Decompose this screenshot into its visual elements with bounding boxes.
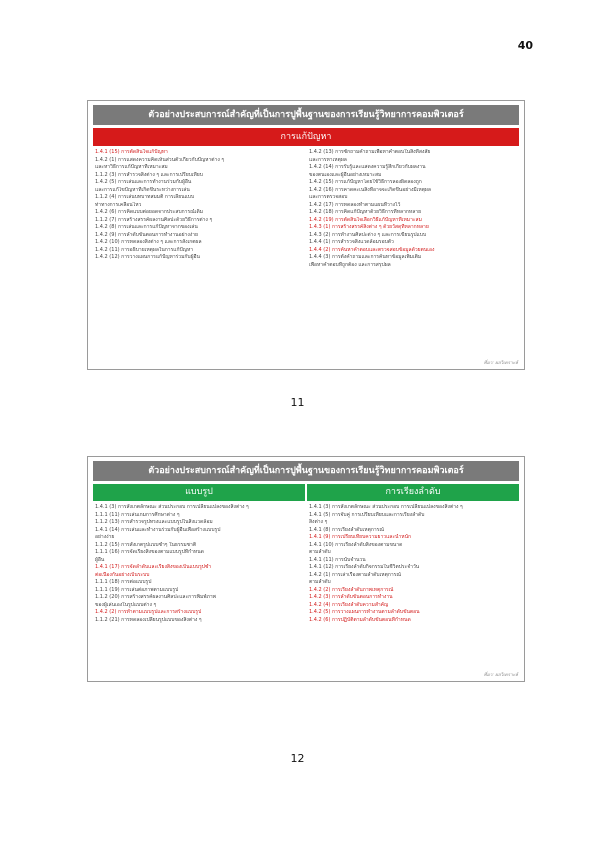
list-item: 1.4.2 (6) การคิดแบบต่อยอดจากประสบการณ์เดิม bbox=[95, 209, 204, 215]
list-item: 1.4.1 (9) การเปรียบเทียบความยาวและน้ำหนัก bbox=[309, 534, 412, 540]
list-item: 1.4.1 (17) การจัดลำดับและเรียงสิ่งของเป็นแบบรูปซ้ำ bbox=[95, 564, 212, 570]
section-header-sequencing: การเรียงลำดับ bbox=[307, 484, 519, 501]
list-item: 1.4.2 (18) การคิดแก้ปัญหาด้วยวิธีการที่หลากหลาย bbox=[309, 209, 422, 215]
list-item: 1.1.1 (16) การจัดเรียงสิ่งของตามแบบรูปที่กำหนด bbox=[95, 549, 204, 555]
list-item: 1.4.1 (3) การสังเกตลักษณะ ส่วนประกอบ การเปลี่ยนแปลงของสิ่งต่าง ๆ bbox=[309, 504, 463, 510]
slide-number-caption: 11 bbox=[290, 396, 305, 409]
list-item: 1.4.2 (10) การทดลองสิ่งต่าง ๆ และการสังเกตผล bbox=[95, 239, 202, 245]
list-item: 1.4.2 (5) การวางแผนการทำงานตามลำดับขั้นตอน bbox=[309, 609, 420, 615]
list-item: 1.4.1 (14) การเล่นและทำงานร่วมกับผู้อื่นเพื่อสร้างแบบรูป bbox=[95, 526, 221, 533]
list-item: 1.4.1 (3) การสังเกตลักษณะ ส่วนประกอบ การเปลี่ยนแปลงของสิ่งต่าง ๆ bbox=[95, 504, 249, 510]
slide-footer-note: ที่มา: ผลวิเคราะห์ bbox=[483, 673, 518, 678]
slide-patterns-sequencing bbox=[87, 456, 525, 682]
list-item: 1.4.2 (1) การเล่าเรื่องตามลำดับเหตุการณ์ bbox=[309, 571, 401, 578]
list-item: 1.4.2 (19) การตัดสินใจเลือกวิธีแก้ปัญหาที่เหมาะสม bbox=[309, 216, 422, 223]
list-item: สิ่งต่าง ๆ bbox=[309, 519, 328, 525]
slide-number-caption: 12 bbox=[290, 752, 305, 765]
list-item: ตามลำดับ bbox=[309, 549, 331, 555]
list-item: และการแก้ไขปัญหาที่เกิดขึ้นระหว่างการเล่น bbox=[95, 186, 190, 193]
list-item: 1.4.2 (4) การเรียงลำดับความสำคัญ bbox=[309, 601, 389, 608]
list-item: 1.1.2 (3) การสำรวจสิ่งต่าง ๆ และการเปรียบเทียบ bbox=[95, 171, 203, 178]
slide-title: ตัวอย่างประสบการณ์สำคัญที่เป็นการปูพื้นฐานของการเรียนรู้วิทยาการคอมพิวเตอร์ bbox=[93, 105, 519, 125]
list-item: 1.1.1 (11) การเล่นเกมการศึกษาต่าง ๆ bbox=[95, 511, 180, 518]
list-item: 1.4.2 (5) การเล่นและการทำงานร่วมกับผู้อื่น bbox=[95, 179, 192, 185]
list-item: อย่างง่าย bbox=[95, 534, 115, 540]
list-item: 1.4.2 (8) การเล่นและการแก้ปัญหาจากของเล่น bbox=[95, 224, 198, 230]
list-item: 1.4.2 (3) การลำดับขั้นตอนการทำงาน bbox=[309, 594, 393, 600]
list-item: 1.4.4 (3) การตั้งคำถามและการค้นหาข้อมูลเพิ่มเติม bbox=[309, 254, 422, 260]
section-header-patterns: แบบรูป bbox=[93, 484, 305, 501]
list-item: 1.4.1 (15) การตัดสินใจแก้ปัญหา bbox=[95, 149, 168, 155]
left-column bbox=[95, 149, 303, 269]
list-item: 1.1.2 (15) การสังเกตรูปแบบซ้ำๆ ในธรรมชาติ bbox=[95, 541, 197, 548]
list-item: ท่าทางการเคลื่อนไหว bbox=[95, 201, 142, 208]
list-item: 1.4.1 (8) การเรียงลำดับเหตุการณ์ bbox=[309, 526, 384, 533]
list-item: และการตรวจสอบ bbox=[309, 194, 348, 200]
page-number: 40 bbox=[517, 39, 533, 52]
list-item: 1.1.1 (19) การเล่นต่อภาพตามแบบรูป bbox=[95, 586, 179, 593]
list-item: 1.4.3 (2) การทำงานศิลปะต่าง ๆ และการเขียนรูปแบบ bbox=[309, 231, 427, 238]
list-item: 1.4.2 (12) การวางแผนการแก้ปัญหาร่วมกับผู้อื่น bbox=[95, 254, 200, 260]
list-item: 1.1.2 (20) การสร้างสรรค์ผลงานศิลปะและการพิมพ์ภาพ bbox=[95, 594, 216, 600]
list-item: และการหาเหตุผล bbox=[309, 156, 347, 163]
left-column bbox=[95, 504, 303, 624]
list-item: 1.4.1 (10) การเรียงลำดับสิ่งของตามขนาด bbox=[309, 541, 403, 548]
right-column bbox=[309, 504, 517, 624]
slide-problem-solving bbox=[87, 100, 525, 370]
list-item: 1.4.2 (6) การปฏิบัติตามลำดับขั้นตอนที่กำหนด bbox=[309, 616, 411, 623]
list-item: 1.4.1 (5) การจับคู่ การเปรียบเทียบและการเรียงลำดับ bbox=[309, 511, 425, 518]
list-item: 1.1.2 (13) การสำรวจรูปทรงและแบบรูปในสิ่งแวดล้อม bbox=[95, 519, 213, 525]
list-item: ผู้อื่น bbox=[95, 556, 105, 563]
list-item: 1.1.2 (4) การเล่นบทบาทสมมติ การเลียนแบบ bbox=[95, 194, 195, 200]
list-item: 1.1.2 (21) การทดลองเปลี่ยนรูปแบบของสิ่งต่าง ๆ bbox=[95, 616, 202, 623]
list-item: เพื่อหาคำตอบที่ถูกต้อง และการสรุปผล bbox=[309, 261, 391, 268]
section-header-problem-solving: การแก้ปัญหา bbox=[93, 128, 519, 146]
list-item: 1.4.2 (13) การซักถามคำถามเพื่อหาคำตอบในสิ่งที่สงสัย bbox=[309, 149, 431, 155]
list-item: ของตนเองและผู้อื่นอย่างเหมาะสม bbox=[309, 171, 382, 178]
list-item: 1.4.4 (1) การสำรวจสิ่งแวดล้อมรอบตัว bbox=[309, 239, 394, 245]
list-item: 1.4.2 (16) การคาดคะเนสิ่งที่อาจจะเกิดขึ้นอย่างมีเหตุผล bbox=[309, 186, 431, 193]
content-columns bbox=[95, 149, 517, 269]
list-item: ต่อเนื่องกันอย่างเป็นระบบ bbox=[95, 571, 150, 578]
list-item: 1.4.3 (1) การสร้างสรรค์สิ่งต่าง ๆ ด้วยวัสดุที่หลากหลาย bbox=[309, 224, 429, 230]
list-item: 1.4.2 (11) การอธิบายเหตุผลในการแก้ปัญหา bbox=[95, 246, 194, 253]
list-item: 1.4.2 (15) การแก้ปัญหาโดยใช้วิธีการลองผิดลองถูก bbox=[309, 179, 422, 185]
list-item: 1.4.2 (17) การทดลองทำตามแผนที่วางไว้ bbox=[309, 201, 401, 208]
slide-title: ตัวอย่างประสบการณ์สำคัญที่เป็นการปูพื้นฐานของการเรียนรู้วิทยาการคอมพิวเตอร์ bbox=[93, 461, 519, 481]
list-item: และหาวิธีการแก้ปัญหาที่เหมาะสม bbox=[95, 164, 168, 170]
list-item: 1.4.4 (2) การค้นหาคำตอบและตรวจสอบข้อมูลด้วยตนเอง bbox=[309, 246, 435, 253]
section-headers bbox=[93, 484, 519, 501]
list-item: ตามลำดับ bbox=[309, 579, 331, 585]
content-columns bbox=[95, 504, 517, 624]
list-item: 1.1.1 (18) การต่อแบบรูป bbox=[95, 579, 152, 585]
list-item: ของผู้เล่นเองในรูปแบบต่าง ๆ bbox=[95, 601, 157, 608]
list-item: 1.4.2 (9) การลำดับขั้นตอนการทำงานอย่างง่าย bbox=[95, 231, 198, 238]
right-column bbox=[309, 149, 517, 269]
list-item: 1.4.2 (2) การทำตามแบบรูปและการสร้างแบบรูป bbox=[95, 609, 202, 615]
slide-footer-note: ที่มา: ผลวิเคราะห์ bbox=[483, 361, 518, 366]
list-item: 1.1.2 (7) การสร้างสรรค์ผลงานศิลปะด้วยวิธีการต่าง ๆ bbox=[95, 216, 213, 223]
list-item: 1.4.1 (12) การเรียงลำดับกิจกรรมในชีวิตประจำวัน bbox=[309, 564, 420, 570]
list-item: 1.4.2 (2) การเรียงลำดับภาพเหตุการณ์ bbox=[309, 586, 394, 593]
list-item: 1.4.2 (14) การรับรู้และแสดงความรู้สึกเกี่ยวกับผลงาน bbox=[309, 164, 426, 170]
list-item: 1.4.1 (11) การนับจำนวน bbox=[309, 556, 366, 563]
list-item: 1.4.2 (1) การแสดงความคิดเห็นส่วนตัวเกี่ยวกับปัญหาต่าง ๆ bbox=[95, 156, 225, 163]
